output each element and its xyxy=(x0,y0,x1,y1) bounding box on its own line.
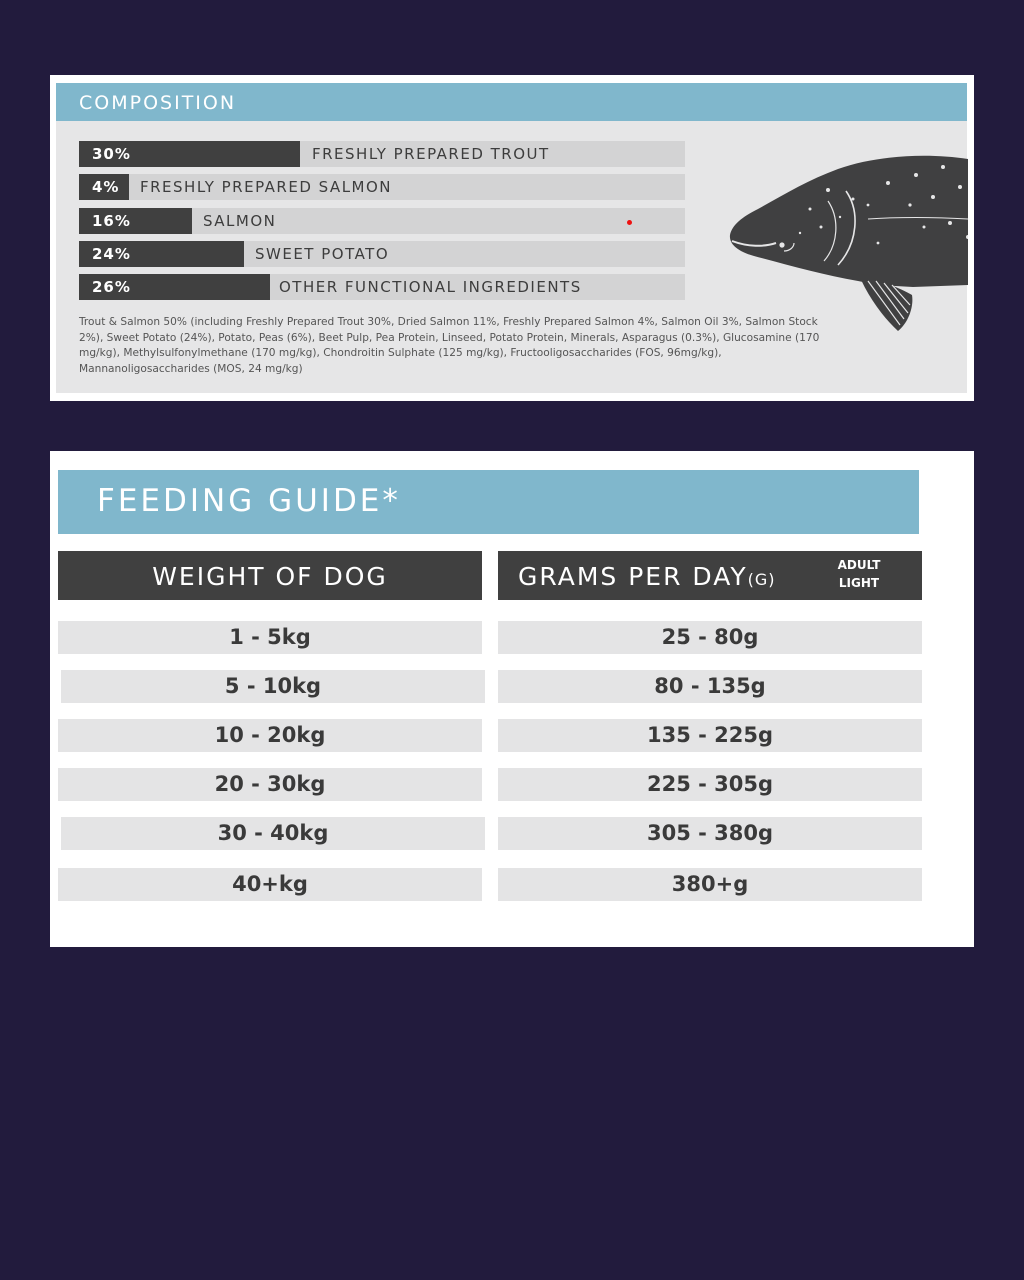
composition-row-trout xyxy=(79,141,685,167)
table-row-grams: 305 - 380g xyxy=(498,817,922,850)
composition-label: SALMON xyxy=(203,212,277,230)
composition-title: COMPOSITION xyxy=(79,92,237,114)
composition-label: OTHER FUNCTIONAL INGREDIENTS xyxy=(279,278,582,296)
composition-pct: 24% xyxy=(79,241,244,267)
grams-unit: (G) xyxy=(747,570,776,589)
adult-label: ADULT xyxy=(837,558,881,572)
table-row-grams: 225 - 305g xyxy=(498,768,922,801)
adult-light-badge xyxy=(828,556,890,592)
grams-column-header xyxy=(498,551,922,600)
table-row-weight: 40+kg xyxy=(58,868,482,901)
table-row-grams: 25 - 80g xyxy=(498,621,922,654)
composition-body xyxy=(56,83,967,393)
composition-panel xyxy=(50,75,974,401)
salmon-silhouette-icon xyxy=(728,147,968,333)
table-row-weight: 20 - 30kg xyxy=(58,768,482,801)
table-row-weight: 5 - 10kg xyxy=(61,670,485,703)
composition-row-salmon-fresh xyxy=(79,174,685,200)
grams-column-label xyxy=(518,562,776,591)
composition-label: FRESHLY PREPARED SALMON xyxy=(140,178,393,196)
composition-pct: 4% xyxy=(79,174,129,200)
feeding-guide-title: FEEDING GUIDE* xyxy=(97,483,401,519)
composition-row-sweet-potato xyxy=(79,241,685,267)
feeding-guide-header xyxy=(58,470,919,534)
light-label: LIGHT xyxy=(838,576,880,590)
composition-label: FRESHLY PREPARED TROUT xyxy=(312,145,550,163)
composition-header xyxy=(56,83,967,121)
grams-column-text: GRAMS PER DAY xyxy=(518,562,748,591)
composition-row-salmon xyxy=(79,208,685,234)
composition-row-other xyxy=(79,274,685,300)
table-row-weight: 10 - 20kg xyxy=(58,719,482,752)
weight-column-label: WEIGHT OF DOG xyxy=(152,562,388,591)
table-row-weight: 1 - 5kg xyxy=(58,621,482,654)
table-row-grams: 135 - 225g xyxy=(498,719,922,752)
table-row-weight: 30 - 40kg xyxy=(61,817,485,850)
red-dot-mark xyxy=(627,220,632,225)
composition-pct: 30% xyxy=(79,141,300,167)
composition-description: Trout & Salmon 50% (including Freshly Prepared Trout 30%, Dried Salmon 11%, Freshly Prepared Salmon 4%, Salmon Oil 3%, Salmon Stock 2%), Sweet Potato (24%), Potato, Peas (6%), Beet Pulp, Pea Protein, Linseed, Potato Protein, Minerals, Asparagus (0.3%), Glucosamine (170 mg/kg), Methylsulfonylmethane (170 mg/kg), Chondroitin Sulphate (125 mg/kg), Fructooligosaccharides (FOS, 96mg/kg), Mannanoligosaccharides (MOS, 24 mg/kg) xyxy=(79,316,820,375)
weight-column-header xyxy=(58,551,482,600)
feeding-guide-panel xyxy=(50,451,974,947)
table-row-grams: 380+g xyxy=(498,868,922,901)
table-row-grams: 80 - 135g xyxy=(498,670,922,703)
composition-pct: 16% xyxy=(79,208,192,234)
composition-label: SWEET POTATO xyxy=(255,245,390,263)
composition-pct: 26% xyxy=(79,274,270,300)
